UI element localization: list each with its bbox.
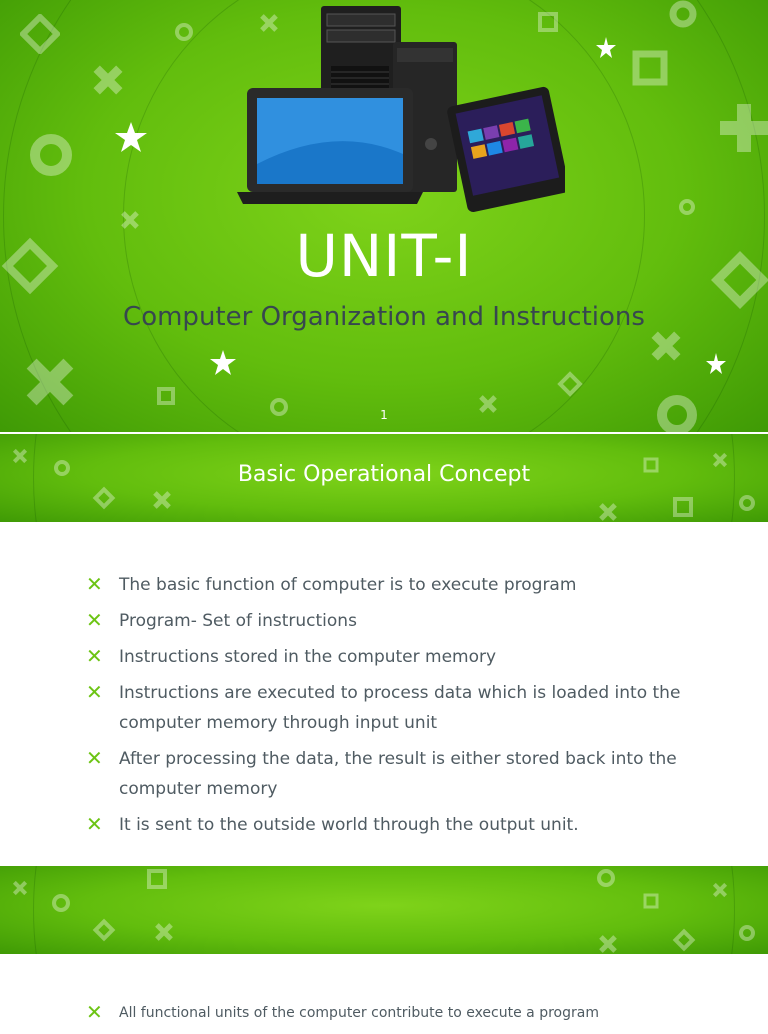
ring-deco-icon: [666, 0, 700, 34]
list-item: [86, 606, 696, 636]
bullet-text: Instructions stored in the computer memory: [119, 647, 497, 667]
ring-deco-icon: [172, 20, 196, 44]
bullet-text: After processing the data, the result is either stored back into the computer memory: [119, 749, 677, 799]
computer-devices-illustration: [235, 4, 565, 214]
bullet-text: All functional units of the computer contribute to execute a program: [119, 1005, 599, 1021]
bullet-list: [86, 570, 696, 846]
cross-deco-icon: [596, 932, 620, 954]
list-item: [86, 678, 696, 738]
bullet-text: Program- Set of instructions: [119, 611, 357, 631]
square-deco-icon: [630, 48, 670, 88]
x-bullet-icon: ✕: [86, 644, 103, 668]
cross-deco-icon: [596, 500, 620, 522]
slide-heading: Basic Operational Concept: [237, 462, 531, 487]
cross-deco-icon: [152, 920, 176, 944]
square-deco-icon: [146, 868, 168, 890]
x-bullet-icon: ✕: [86, 680, 103, 704]
cross-deco-icon: [150, 488, 174, 512]
slide-title: [0, 0, 768, 432]
plus-deco-icon: [716, 100, 768, 156]
x-bullet-icon: ✕: [86, 812, 103, 836]
list-item: [86, 810, 696, 840]
cross-deco-icon: [646, 326, 686, 366]
bullet-text: Instructions are executed to process data which is loaded into the computer memory through input unit: [119, 683, 681, 733]
slide-header-band: [0, 866, 768, 954]
star-icon: [208, 348, 238, 378]
ring-deco-icon: [26, 130, 76, 180]
cross-deco-icon: [88, 60, 128, 100]
star-icon: [594, 36, 618, 60]
diamond-deco-icon: [20, 14, 60, 54]
star-icon: [704, 352, 728, 376]
tablet-icon: [446, 86, 565, 213]
bullet-text: The basic function of computer is to execute program: [119, 575, 577, 595]
ring-deco-icon: [736, 922, 758, 944]
slide-subtitle: Computer Organization and Instructions: [123, 302, 645, 332]
slide-content: [0, 954, 768, 1024]
page-number: 1: [380, 408, 388, 422]
star-icon: [114, 120, 148, 154]
diamond-deco-icon: [672, 928, 696, 952]
x-bullet-icon: ✕: [86, 572, 103, 596]
x-bullet-icon: ✕: [86, 746, 103, 770]
slide-content: [0, 522, 768, 866]
cross-deco-icon: [710, 880, 730, 900]
ring-deco-icon: [676, 196, 698, 218]
diamond-deco-icon: [556, 370, 584, 398]
cross-deco-icon: [20, 352, 80, 412]
square-deco-icon: [642, 892, 660, 910]
cross-deco-icon: [10, 878, 30, 898]
ring-deco-icon: [594, 866, 618, 890]
square-deco-icon: [156, 386, 176, 406]
laptop-icon: [237, 88, 423, 204]
diamond-deco-icon: [92, 486, 116, 510]
list-item: [86, 642, 696, 672]
square-deco-icon: [672, 496, 694, 518]
ring-deco-icon: [736, 492, 758, 514]
list-item: [86, 570, 696, 600]
bullet-list: [86, 998, 696, 1034]
x-bullet-icon: ✕: [86, 608, 103, 632]
diamond-deco-icon: [92, 918, 116, 942]
slide-title-text: UNIT-I: [295, 222, 473, 290]
list-item: [86, 744, 696, 804]
slide-header-band: [0, 434, 768, 522]
ring-deco-icon: [50, 892, 72, 914]
x-bullet-icon: ✕: [86, 1000, 103, 1024]
bullet-text: It is sent to the outside world through the output unit.: [119, 815, 579, 835]
